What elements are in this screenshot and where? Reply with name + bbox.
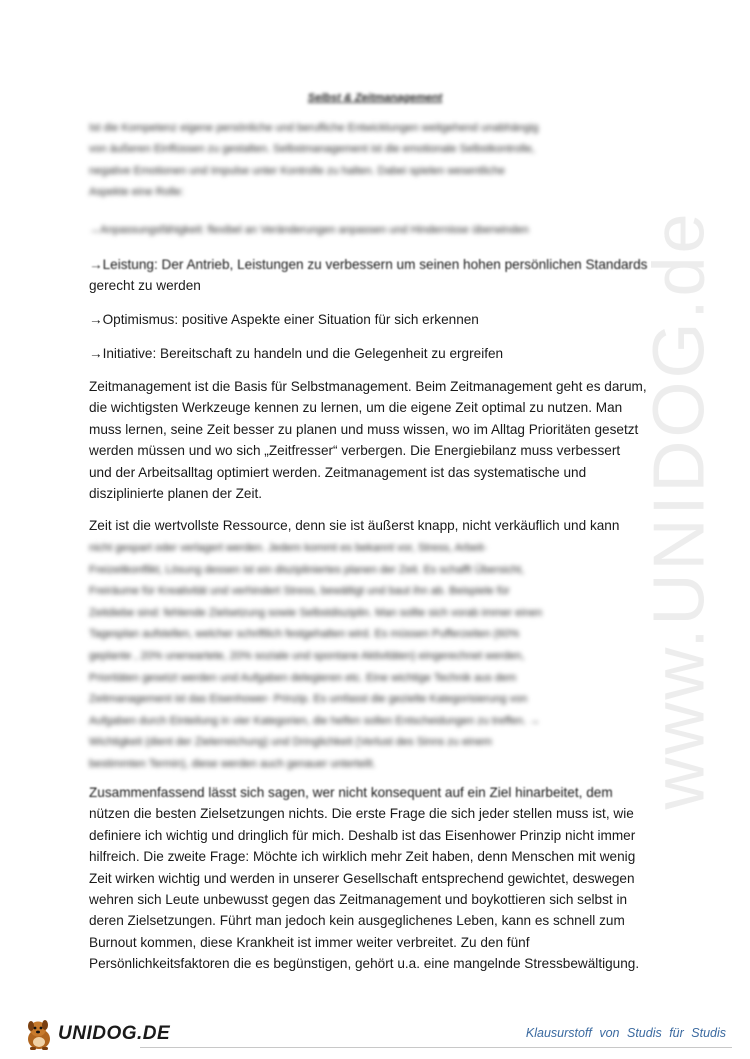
dog-mascot-icon	[24, 1017, 54, 1051]
aspect-performance: →Leistung: Der Antrieb, Leistungen zu verbessern um seinen hohen persönlichen Standards gerecht zu werden	[89, 257, 648, 294]
paragraph-resource-blurred: nicht gespart oder verlagert werden. Jedem kommt es bekannt vor, Stress, Arbeit- Freizeitkonflikt, Lösung dessen ist ein diszipliniertes planen der Zeit. Es schafft Übersicht, Freiräume für Kreativität und verhindert Stress, bewältigt und baut ihn ab. Beispiele für Zeitdiebe sind: fehlende Zielsetzung sowie Selbstdisziplin. Man sollte sich vorab immer einen Tagesplan aufstellen, welcher schriftlich festgehalten wird. Es müssen Pufferzeiten (60% geplante , 20% unerwartete, 20% soziale und spontane Aktivitäten) eingerechnet werden, Prioritäten gesetzt werden und Aufgaben delegieren etc. Eine wichtige Technik aus dem Zeitmanagement ist das Eisenhower- Prinzip. Es umfasst die gezielte Kategorisierung von Aufgaben durch Einteilung in vier Kategorien, die helfen sollen Entscheidungen zu treffen. → Wichtigkeit (dient der Zielerreichung) und Dringlichkeit (Verlust des Sinns zu einem bestimmten Termin), diese werden auch genauer unterteilt.	[89, 542, 543, 770]
footer-divider	[140, 1047, 732, 1048]
aspect-adaptability: →Anpassungsfähigkeit: flexibel an Veränderungen anpassen und Hindernisse überwinden	[89, 224, 529, 236]
unidog-logo[interactable]	[24, 1014, 170, 1054]
paragraph-resource: Zeit ist die wertvollste Ressource, denn sie ist äußerst knapp, nicht verkäuflich und kann	[89, 518, 620, 533]
aspect-initiative: →Initiative: Bereitschaft zu handeln und die Gelegenheit zu ergreifen	[89, 346, 504, 361]
document-title: Selbst & Zeitmanagement	[307, 92, 443, 104]
watermark: www.UNIDOG.de	[640, 210, 721, 810]
aspect-optimism: →Optimismus: positive Aspekte einer Situation für sich erkennen	[89, 312, 479, 327]
paragraph-time-management: Zeitmanagement ist die Basis für Selbstmanagement. Beim Zeitmanagement geht es darum, die wichtigsten Werkzeuge kennen zu lernen, um die eigene Zeit optimal zu nutzen. Man muss lernen, seine Zeit besser zu planen und muss wissen, wo im Alltag Prioritäten gesetzt werden müssen und wo sich „Zeitfresser“ verbergen. Die Energiebilanz muss verbessert und der Arbeitsalltag optimiert werden. Zeitmanagement ist das systematische und disziplinierte planen der Zeit.	[89, 379, 647, 502]
intro-paragraph: Ist die Kompetenz eigene persönliche und berufliche Entwicklungen weitgehend unabhängig von äußeren Einflüssen zu gestalten. Selbstmanagement ist die emotionale Selbstkontrolle, negative Emotionen und Impulse unter Kontrolle zu halten. Dabei spielen wesentliche Aspekte eine Rolle:	[89, 122, 539, 199]
footer-tagline: Klausurstoff von Studis für Studis	[525, 1026, 726, 1040]
paragraph-summary: Zusammenfassend lässt sich sagen, wer nicht konsequent auf ein Ziel hinarbeitet, dem nützen die besten Zielsetzungen nichts. Die erste Frage die sich jeder stellen muss ist, wie definiere ich wichtig und dringlich für mich. Deshalb ist das Eisenhower Prinzip nicht immer hilfreich. Die zweite Frage: Möchte ich wirklich mehr Zeit haben, denn Menschen mit wenig Zeit wirken wichtig und werden in unserer Gesellschaft entsprechend gewichtet, deswegen wehren sich Leute unbewusst gegen das Zeitmanagement und boykottieren sich selbst in deren Zielsetzungen. Führt man jedoch kein ausgeglichenes Leben, kann es schnell zum Burnout kommen, diese Krankheit ist immer weiter verbreitet. Zu den fünf Persönlichkeitsfaktoren die es begünstigen, gehört u.a. eine mangelnde Stressbewältigung.	[89, 785, 640, 972]
logo-text: UNIDOG.DE	[58, 1023, 171, 1044]
